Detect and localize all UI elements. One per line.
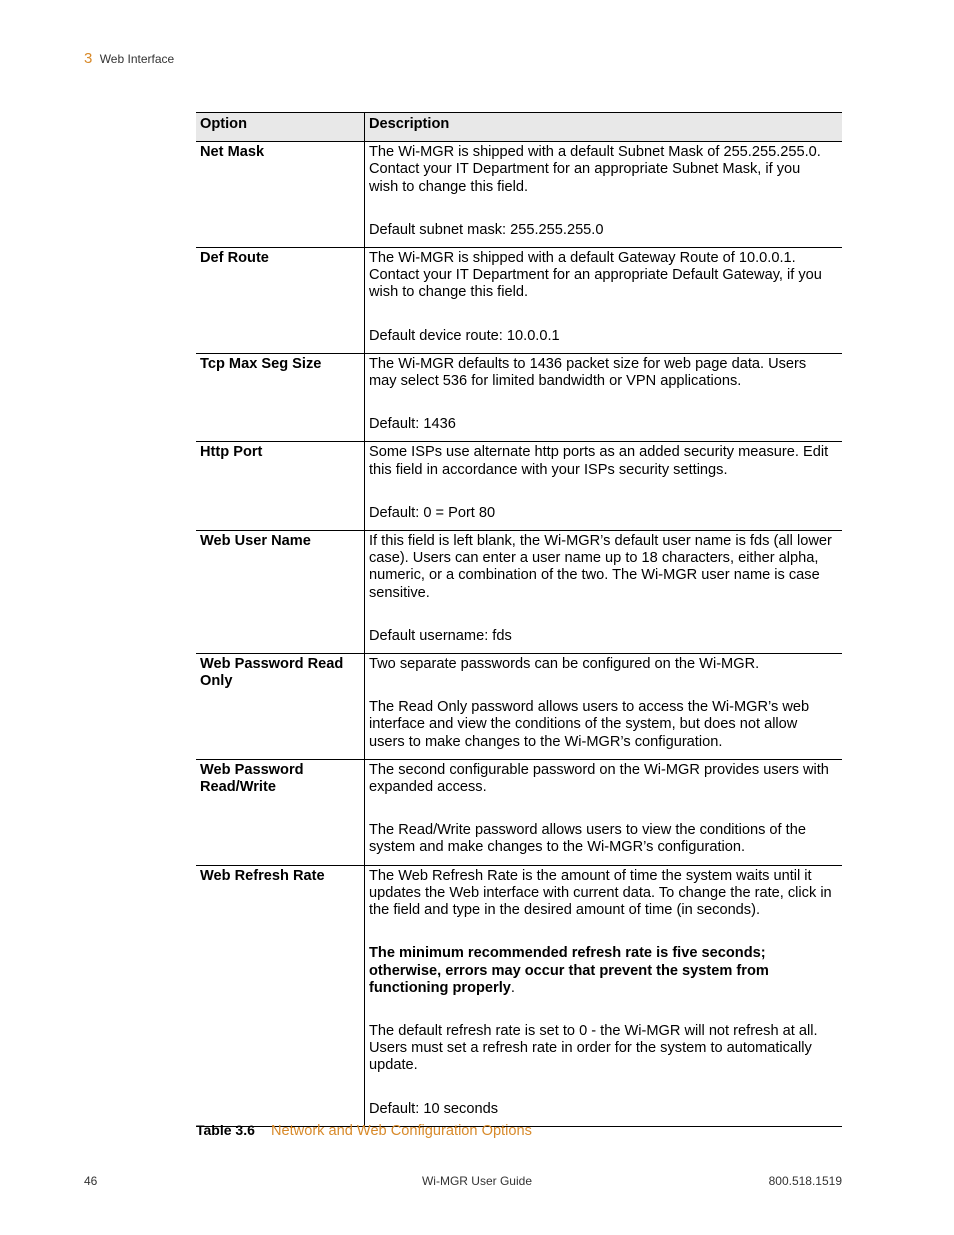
description-para: Two separate passwords can be configured on the Wi-MGR. [369, 656, 760, 673]
option-description [365, 353, 843, 442]
option-name: Def Route [196, 248, 365, 354]
table-caption [196, 1122, 532, 1139]
table-row [196, 654, 842, 760]
option-name: Web Refresh Rate [196, 865, 365, 1126]
description-para: If this field is left blank, the Wi-MGR’s default user name is fds (all lower case). Users can enter a user name up to 18 characters, either alpha, numeric, or a combination of the two. The Wi-MGR user name is case sensitive. [369, 533, 832, 601]
caption-label: Table 3.6 [196, 1122, 255, 1138]
description-para: The Wi-MGR defaults to 1436 packet size for web page data. Users may select 536 for limited bandwidth or VPN applications. [369, 355, 807, 390]
running-header [84, 50, 174, 67]
description-para: The Wi-MGR is shipped with a default Gateway Route of 10.0.0.1. Contact your IT Department for an appropriate Default Gateway, if you wish to change this field. [369, 250, 822, 301]
column-header-description: Description [365, 113, 843, 142]
description-para: Default: 10 seconds [369, 1100, 498, 1117]
description-para: The Read Only password allows users to access the Wi-MGR’s web interface and view the conditions of the system, but does not allow users to make changes to the Wi-MGR’s configuration. [369, 699, 810, 750]
table-row [196, 248, 842, 354]
option-description [365, 248, 843, 354]
table-row [196, 142, 842, 248]
table-row [196, 442, 842, 531]
option-name: Tcp Max Seg Size [196, 353, 365, 442]
description-para: The default refresh rate is set to 0 - the Wi-MGR will not refresh at all. Users must set a refresh rate in order for the system to automatically update. [369, 1022, 818, 1074]
description-para: Default: 1436 [369, 416, 456, 433]
option-description [365, 442, 843, 531]
chapter-number: 3 [84, 50, 93, 67]
option-name: Net Mask [196, 142, 365, 248]
description-para: Default device route: 10.0.0.1 [369, 327, 560, 344]
option-description [365, 865, 843, 1126]
description-para: The Wi-MGR is shipped with a default Subnet Mask of 255.255.255.0. Contact your IT Department for an appropriate Subnet Mask, if you wish to change this field. [369, 144, 821, 195]
option-description [365, 142, 843, 248]
option-description [365, 531, 843, 654]
warning-text: The minimum recommended refresh rate is five seconds; otherwise, errors may occur that prevent the system from functioning properly [369, 945, 769, 996]
column-header-option: Option [196, 113, 365, 142]
table-row [196, 531, 842, 654]
description-para: Default subnet mask: 255.255.255.0 [369, 221, 604, 238]
warning-para: The minimum recommended refresh rate is five seconds; otherwise, errors may occur that prevent the system from functioning properly. [369, 945, 769, 996]
option-description [365, 759, 843, 865]
footer-title: Wi-MGR User Guide [421, 1174, 532, 1188]
section-title: Web Interface [99, 52, 175, 66]
option-name: Web Password Read/Write [196, 759, 365, 865]
option-name: Http Port [196, 442, 365, 531]
table-row [196, 353, 842, 442]
option-name: Web User Name [196, 531, 365, 654]
description-para: Default: 0 = Port 80 [369, 504, 496, 521]
description-para: Some ISPs use alternate http ports as an added security measure. Edit this field in accordance with your ISPs security settings. [369, 444, 829, 478]
option-name: Web Password Read Only [196, 654, 365, 760]
description-para: The Read/Write password allows users to view the conditions of the system and make changes to the Wi-MGR’s configuration. [369, 822, 806, 856]
table-row [196, 865, 842, 1126]
caption-text: Network and Web Configuration Options [270, 1123, 532, 1139]
table-row [196, 759, 842, 865]
table-header-row [196, 113, 842, 142]
description-para: The Web Refresh Rate is the amount of time the system waits until it updates the Web interface with current data. To change the rate, click in the field and type in the desired amount of time (in seconds). [369, 867, 832, 919]
description-para: The second configurable password on the Wi-MGR provides users with expanded access. [369, 761, 829, 796]
options-table [196, 112, 842, 1127]
description-para: Default username: fds [369, 627, 512, 644]
page-number: 46 [84, 1174, 98, 1188]
option-description [365, 654, 843, 760]
footer-phone: 800.518.1519 [768, 1174, 842, 1188]
